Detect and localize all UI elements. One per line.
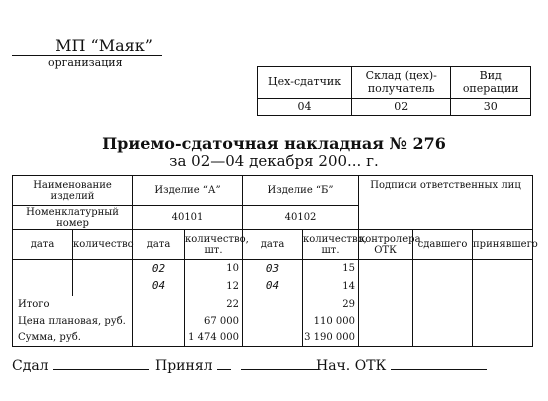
signature-head-otk-label: Нач. ОТК [316,358,387,374]
nomenclature-a: 40101 [133,206,243,230]
organization-caption: организация [48,56,123,69]
table-row [13,278,533,296]
document-title: Приемо-сдаточная накладная № 276 [102,134,446,153]
header-operation-type: Вид операции [451,67,531,99]
row-1-date-a: 02 [133,260,185,278]
signature-head-otk [316,358,487,374]
signature-received-line-short [217,369,231,370]
col-date-a: дата [133,230,185,260]
price-label: Цена плановая, руб. [13,313,133,330]
sum-b: 3 190 000 [303,330,359,347]
col-controller-otk: контролера ОТК [359,230,413,260]
header-product-name: Наименование изделий [13,176,133,206]
row-1-date-b: 03 [243,260,303,278]
col-deliverer: сдавшего [413,230,473,260]
signature-delivered [12,358,149,374]
row-2-date-a: 04 [133,278,185,296]
col-date-b: дата [243,230,303,260]
value-deliverer-workshop: 04 [258,99,352,116]
signature-head-otk-line [391,369,487,370]
col-receiver: принявшего [473,230,533,260]
total-label: Итого [13,296,133,313]
nomenclature-label: Номенклатурный номер [13,206,133,230]
price-b: 110 000 [303,313,359,330]
header-item-b: Изделие “Б” [243,176,359,206]
signature-delivered-line [53,369,149,370]
price-row [13,313,533,330]
total-a: 22 [185,296,243,313]
table-row [13,260,533,278]
header-item-a: Изделие “А” [133,176,243,206]
total-row [13,296,533,313]
signature-received [155,358,319,374]
sum-a: 1 474 000 [185,330,243,347]
organization-name: МП “Маяк” [55,36,153,55]
col-date: дата [13,230,73,260]
value-recipient-warehouse: 02 [352,99,451,116]
signature-received-line [241,369,319,370]
col-quantity-a: количество, шт. [185,230,243,260]
total-b: 29 [303,296,359,313]
sum-row [13,330,533,347]
col-quantity: количество [73,230,133,260]
delivery-table [12,175,538,347]
departments-table [257,66,531,116]
value-operation-type: 30 [451,99,531,116]
row-2-date-b: 04 [243,278,303,296]
document-subtitle: за 02—04 декабря 200... г. [169,152,379,170]
row-2-qty-a: 12 [185,278,243,296]
signature-delivered-label: Сдал [12,358,49,374]
row-1-qty-a: 10 [185,260,243,278]
price-a: 67 000 [185,313,243,330]
col-quantity-b: количество, шт. [303,230,359,260]
signature-received-label: Принял [155,358,213,374]
nomenclature-b: 40102 [243,206,359,230]
row-2-qty-b: 14 [303,278,359,296]
row-1-qty-b: 15 [303,260,359,278]
header-signatures: Подписи ответственных лиц [359,176,533,230]
sum-label: Сумма, руб. [13,330,133,347]
header-recipient-warehouse: Склад (цех)-получатель [352,67,451,99]
header-deliverer-workshop: Цех-сдатчик [258,67,352,99]
